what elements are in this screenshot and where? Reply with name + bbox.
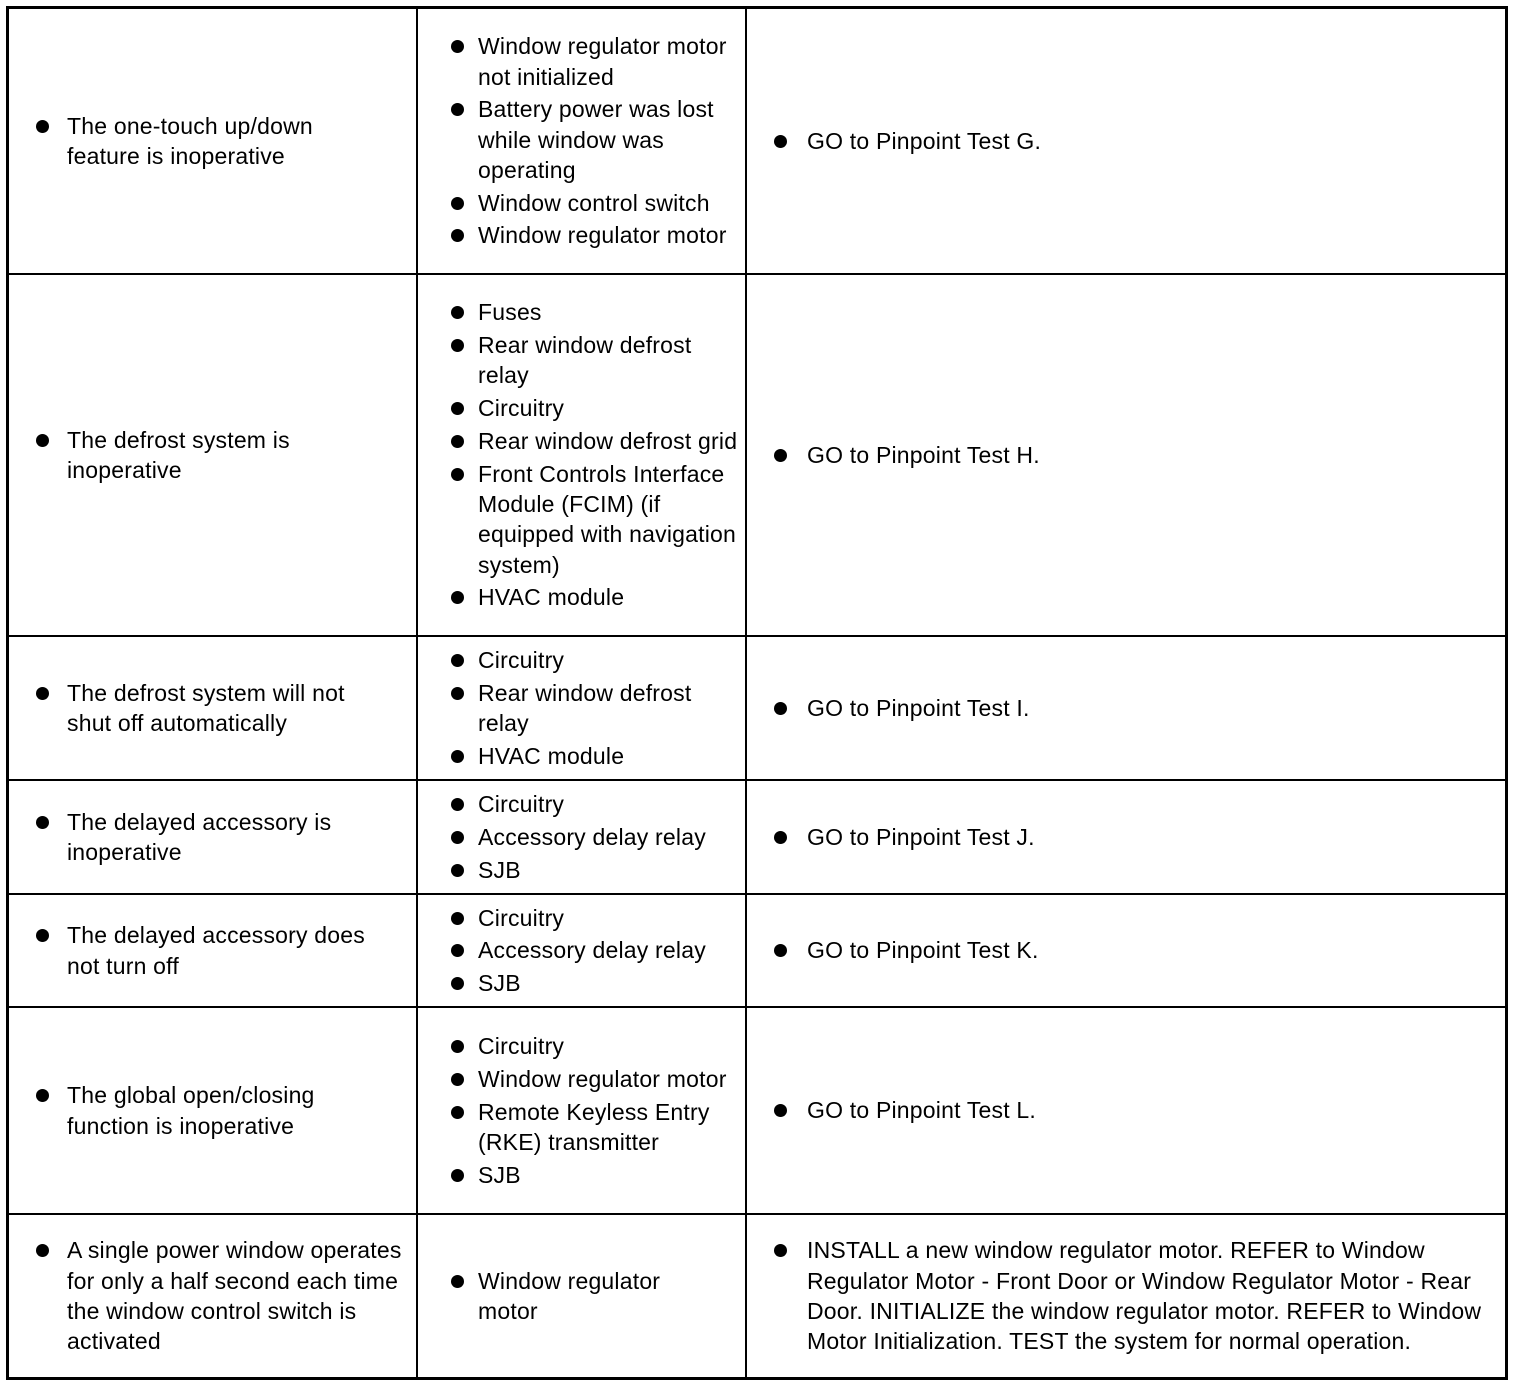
cause-item	[448, 741, 741, 771]
cause-text: Circuitry	[478, 646, 565, 673]
condition-cell	[9, 9, 418, 273]
bullet-icon	[451, 229, 464, 242]
action-text: GO to Pinpoint Test G.	[807, 127, 1042, 154]
cause-text: Window control switch	[478, 189, 710, 216]
action-item	[771, 1235, 1495, 1356]
table-row	[9, 781, 1505, 895]
bullet-icon	[451, 1106, 464, 1119]
cause-item	[448, 1160, 741, 1190]
bullet-icon	[451, 103, 464, 116]
causes-cell	[418, 895, 747, 1006]
cause-item	[448, 94, 741, 185]
condition-item	[33, 1080, 333, 1141]
action-cell	[747, 895, 1505, 1006]
cause-text: Window regulator motor not initialized	[478, 33, 727, 90]
bullet-icon	[451, 798, 464, 811]
cause-item	[448, 968, 741, 998]
condition-cell	[9, 1215, 418, 1377]
cause-item	[448, 1031, 741, 1061]
condition-text: A single power window operates for only a half second each time the window control switch is activated	[67, 1237, 402, 1355]
cause-item	[448, 330, 741, 391]
table-row	[9, 275, 1505, 637]
cause-text: Window regulator motor	[478, 1065, 727, 1092]
action-item	[771, 1095, 1495, 1125]
bullet-icon	[451, 402, 464, 415]
cause-item	[448, 822, 741, 852]
bullet-icon	[774, 944, 787, 957]
condition-item	[33, 425, 333, 486]
bullet-icon	[451, 1169, 464, 1182]
action-text: GO to Pinpoint Test I.	[807, 694, 1030, 721]
cause-item	[448, 855, 741, 885]
action-item	[771, 822, 1495, 852]
bullet-icon	[451, 1073, 464, 1086]
cause-item	[448, 935, 741, 965]
cause-item	[448, 297, 741, 327]
cause-item	[448, 459, 741, 580]
bullet-icon	[451, 591, 464, 604]
table-row	[9, 1008, 1505, 1215]
condition-text: The defrost system will not shut off automatically	[67, 679, 345, 736]
cause-text: Rear window defrost relay	[478, 679, 692, 736]
condition-text: The delayed accessory does not turn off	[67, 922, 365, 979]
cause-text: Window regulator motor	[478, 1267, 661, 1324]
condition-cell	[9, 637, 418, 779]
bullet-icon	[774, 831, 787, 844]
causes-cell	[418, 1008, 747, 1213]
cause-text: Accessory delay relay	[478, 823, 706, 850]
bullet-icon	[36, 816, 49, 829]
action-text: GO to Pinpoint Test L.	[807, 1097, 1036, 1124]
cause-text: HVAC module	[478, 584, 625, 611]
action-cell	[747, 9, 1505, 273]
bullet-icon	[451, 864, 464, 877]
condition-item	[33, 807, 363, 868]
bullet-icon	[451, 912, 464, 925]
cause-item	[448, 220, 741, 250]
action-item	[771, 440, 1495, 470]
cause-item	[448, 188, 741, 218]
cause-item	[448, 1266, 688, 1327]
cause-text: Front Controls Interface Module (FCIM) (if equipped with navigation system)	[478, 460, 736, 578]
cause-item	[448, 1064, 741, 1094]
bullet-icon	[451, 339, 464, 352]
causes-cell	[418, 637, 747, 779]
bullet-icon	[774, 449, 787, 462]
table-row	[9, 637, 1505, 781]
table-row	[9, 1215, 1505, 1377]
cause-item	[448, 393, 741, 423]
bullet-icon	[774, 1244, 787, 1257]
condition-cell	[9, 1008, 418, 1213]
condition-cell	[9, 275, 418, 635]
cause-text: Accessory delay relay	[478, 937, 706, 964]
cause-text: Circuitry	[478, 904, 565, 931]
cause-item	[448, 1097, 741, 1158]
condition-item	[33, 920, 393, 981]
condition-item	[33, 111, 333, 172]
cause-item	[448, 678, 741, 739]
cause-text: SJB	[478, 970, 521, 997]
bullet-icon	[36, 929, 49, 942]
table-row	[9, 895, 1505, 1008]
action-text: GO to Pinpoint Test H.	[807, 441, 1040, 468]
bullet-icon	[451, 687, 464, 700]
cause-text: Rear window defrost relay	[478, 332, 692, 389]
condition-cell	[9, 895, 418, 1006]
bullet-icon	[451, 468, 464, 481]
bullet-icon	[451, 1275, 464, 1288]
action-cell	[747, 637, 1505, 779]
cause-text: SJB	[478, 1161, 521, 1188]
bullet-icon	[451, 977, 464, 990]
cause-text: Circuitry	[478, 1033, 565, 1059]
bullet-icon	[451, 831, 464, 844]
bullet-icon	[451, 435, 464, 448]
cause-text: Battery power was lost while window was operating	[478, 96, 714, 183]
condition-item	[33, 1235, 408, 1356]
causes-cell	[418, 9, 747, 273]
cause-item	[448, 31, 741, 92]
bullet-icon	[451, 306, 464, 319]
action-text: INSTALL a new window regulator motor. REFER to Window Regulator Motor - Front Door or Window Regulator Motor - Rear Door. INITIALIZE the window regulator motor. REFER to Window Motor Initialization. TEST the system for normal operation.	[807, 1237, 1482, 1355]
condition-text: The defrost system is inoperative	[67, 426, 290, 483]
bullet-icon	[451, 197, 464, 210]
cause-text: Circuitry	[478, 791, 565, 818]
cause-item	[448, 789, 741, 819]
bullet-icon	[451, 944, 464, 957]
cause-text: Fuses	[478, 299, 542, 326]
bullet-icon	[774, 702, 787, 715]
causes-cell	[418, 275, 747, 635]
action-cell	[747, 275, 1505, 635]
bullet-icon	[451, 654, 464, 667]
action-text: GO to Pinpoint Test J.	[807, 823, 1035, 850]
action-item	[771, 693, 1495, 723]
cause-item	[448, 426, 741, 456]
action-cell	[747, 781, 1505, 893]
bullet-icon	[451, 1040, 464, 1053]
bullet-icon	[36, 1089, 49, 1102]
action-item	[771, 126, 1495, 156]
cause-text: SJB	[478, 856, 521, 883]
bullet-icon	[451, 40, 464, 53]
cause-text: Rear window defrost grid	[478, 427, 738, 454]
causes-cell	[418, 1215, 747, 1377]
action-cell	[747, 1008, 1505, 1213]
bullet-icon	[774, 135, 787, 148]
bullet-icon	[451, 750, 464, 763]
bullet-icon	[36, 120, 49, 133]
bullet-icon	[36, 687, 49, 700]
bullet-icon	[36, 434, 49, 447]
condition-text: The delayed accessory is inoperative	[67, 808, 332, 865]
action-item	[771, 935, 1495, 965]
diagnostic-table	[6, 6, 1508, 1380]
cause-text: Remote Keyless Entry (RKE) transmitter	[478, 1098, 710, 1155]
cause-item	[448, 645, 741, 675]
causes-cell	[418, 781, 747, 893]
table-row	[9, 9, 1505, 275]
condition-item	[33, 678, 363, 739]
condition-text: The global open/closing function is inoperative	[67, 1082, 315, 1139]
condition-text: The one-touch up/down feature is inoperative	[67, 112, 313, 169]
condition-cell	[9, 781, 418, 893]
cause-text: HVAC module	[478, 742, 625, 769]
cause-item	[448, 582, 741, 612]
bullet-icon	[774, 1104, 787, 1117]
action-text: GO to Pinpoint Test K.	[807, 937, 1039, 964]
action-cell	[747, 1215, 1505, 1377]
bullet-icon	[36, 1244, 49, 1257]
cause-text: Window regulator motor	[478, 222, 727, 249]
cause-item	[448, 903, 741, 933]
cause-text: Circuitry	[478, 395, 565, 422]
